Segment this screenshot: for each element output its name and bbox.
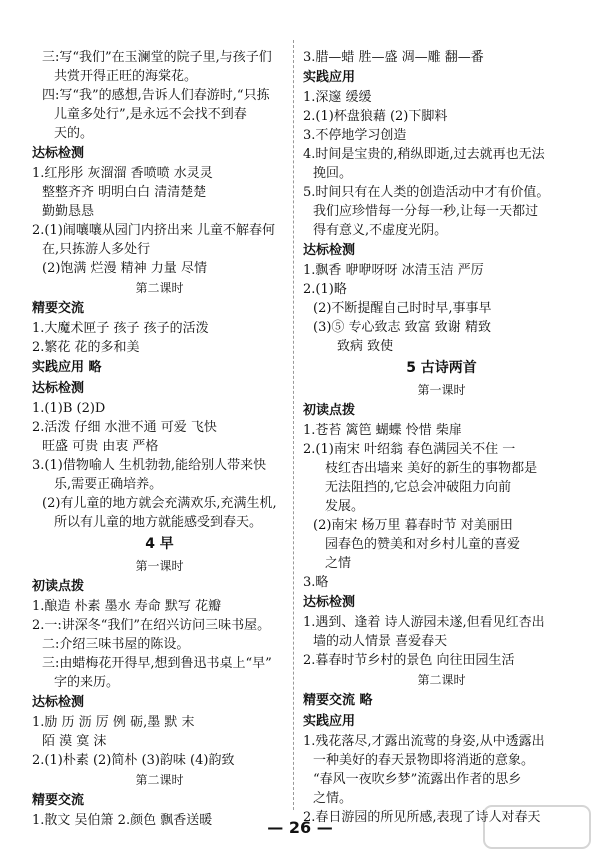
section-heading: 实践应用 (303, 714, 356, 729)
lesson-subheading: 第一课时 (417, 383, 466, 397)
answer-line: 3.不停地学习创造 (303, 128, 407, 143)
answer-line: 陌 漠 寞 沫 (42, 734, 107, 749)
answer-line: 我们应珍惜每一分每一秒,让每一天都过 (313, 204, 539, 219)
answer-line: 墙的动人情景 喜爱春天 (313, 634, 448, 649)
answer-line: 一种美好的春天景物即将消逝的意象。 (313, 753, 535, 768)
answer-line: 1.苍苔 篱笆 蝴蝶 怜惜 柴扉 (303, 423, 462, 438)
section-heading: 实践应用 略 (32, 360, 102, 375)
answer-line: 1.红彤彤 灰溜溜 香喷喷 水灵灵 (32, 166, 213, 181)
page-number: — 26 — (267, 818, 333, 837)
answer-line: 儿童多处行”,是永远不会找不到春 (54, 107, 247, 122)
answer-line: 3.腊—蜡 胜—盛 凋—雕 翻—番 (303, 50, 484, 65)
answer-line: 乐,需要正确培养。 (54, 477, 163, 492)
answer-line: 1.(1)B (2)D (32, 401, 106, 416)
answer-line: 在,只拣游人多处行 (42, 242, 151, 257)
answer-line: 2.(1)杯盘狼藉 (2)下脚料 (303, 109, 448, 124)
answer-line: 三:由蜡梅花开得早,想到鲁迅书桌上“早” (42, 656, 272, 671)
answer-line: 4.时间是宝贵的,稍纵即逝,过去就再也无法 (303, 147, 545, 162)
section-heading: 精要交流 (32, 301, 85, 316)
watermark-logo (482, 804, 592, 850)
answer-line: 2.暮春时节乡村的景色 向往田园生活 (303, 653, 515, 668)
answer-line: 发展。 (325, 499, 365, 514)
answer-line: 挽回。 (313, 166, 353, 181)
lesson-subheading: 第二课时 (135, 281, 184, 295)
lesson-subheading: 第二课时 (417, 673, 466, 687)
chapter-title: 5 古诗两首 (406, 360, 477, 376)
section-heading: 达标检测 (32, 695, 85, 710)
column-divider (293, 40, 295, 810)
answer-line: 得有意义,不虚度光阴。 (313, 223, 448, 238)
answer-line: 所以有儿童的地方就能感受到春天。 (54, 515, 263, 530)
answer-line: 2.(1)略 (303, 282, 347, 297)
answer-line: 2.一:讲深冬“我们”在绍兴访问三味书屋。 (32, 618, 271, 633)
right-column (303, 48, 580, 827)
answer-line: 之情 (325, 556, 352, 571)
answer-line: 2.春日游园的所见所感,表现了诗人对春天 (303, 810, 541, 825)
section-heading: 初读点拨 (303, 403, 356, 418)
answer-line: 天的。 (54, 126, 94, 141)
chapter-title: 4 早 (145, 536, 174, 552)
answer-line: 共赏开得正旺的海棠花。 (54, 69, 198, 84)
lesson-subheading: 第二课时 (135, 773, 184, 787)
answer-line: (3)⑤ 专心致志 致富 致谢 精致 (313, 320, 491, 335)
answer-line: “春风一夜吹乡梦”流露出作者的思乡 (313, 772, 522, 787)
section-heading: 达标检测 (303, 243, 356, 258)
answer-line: (2)饱满 烂漫 精神 力量 尽情 (42, 261, 207, 276)
section-heading: 初读点拨 (32, 579, 85, 594)
answer-line: 无法阻挡的,它总会冲破阻力向前 (325, 480, 512, 495)
answer-line: 1.励 历 沥 厉 例 砺,墨 默 末 (32, 715, 195, 730)
answer-line: 三:写“我们”在玉澜堂的院子里,与孩子们 (42, 50, 272, 65)
answer-line: 2.活泼 仔细 水泄不通 可爱 飞快 (32, 420, 217, 435)
answer-line: 2.(1)南宋 叶绍翁 春色满园关不住 一 (303, 442, 516, 457)
section-heading: 实践应用 (303, 70, 356, 85)
answer-line: 之情。 (313, 791, 353, 806)
lesson-subheading: 第一课时 (135, 559, 184, 573)
answer-line: 1.遇到、逢着 诗人游园未遂,但看见红杏出 (303, 615, 545, 630)
answer-line: 园春色的赞美和对乡村儿童的喜爱 (325, 537, 521, 552)
section-heading: 精要交流 (32, 793, 85, 808)
answer-line: (2)南宋 杨万里 暮春时节 对美丽田 (313, 518, 513, 533)
answer-line: 1.大魔术匣子 孩子 孩子的活泼 (32, 321, 209, 336)
answer-line: 二:介绍三味书屋的陈设。 (42, 637, 190, 652)
section-heading: 达标检测 (32, 381, 85, 396)
answer-line: 1.深邃 缓缓 (303, 90, 372, 105)
answer-line: 勤勤恳恳 (42, 204, 95, 219)
answer-line: 2.繁花 花的多和美 (32, 340, 140, 355)
answer-line: 3.略 (303, 575, 329, 590)
answer-line: 3.(1)借物喻人 生机勃勃,能给别人带来快 (32, 458, 267, 473)
answer-line: 5.时间只有在人类的创造活动中才有价值。 (303, 185, 550, 200)
answer-line: 字的来历。 (54, 675, 120, 690)
answer-line: 1.残花落尽,才露出流莺的身姿,从中透露出 (303, 734, 545, 749)
answer-line: (2)有儿童的地方就会充满欢乐,充满生机, (42, 496, 277, 511)
answer-line: 致病 致使 (337, 339, 394, 354)
answer-line: 2.(1)闹嚷嚷从园门内挤出来 儿童不解春何 (32, 223, 275, 238)
section-heading: 达标检测 (303, 595, 356, 610)
answer-line: 1.飘香 咿咿呀呀 冰清玉洁 严厉 (303, 263, 484, 278)
answer-line: 四:写“我”的感想,告诉人们春游时,“只拣 (42, 88, 270, 103)
answer-line: 2.(1)朴素 (2)简朴 (3)韵味 (4)韵致 (32, 753, 235, 768)
answer-line: 旺盛 可贵 由衷 严格 (42, 439, 159, 454)
answer-line: (2)不断提醒自己时时早,事事早 (313, 301, 492, 316)
answer-line: 1.散文 吴伯箫 2.颜色 飘香送暖 (32, 813, 213, 828)
section-heading: 精要交流 略 (303, 693, 373, 708)
answer-line: 整整齐齐 明明白白 清清楚楚 (42, 185, 207, 200)
answer-line: 1.酿造 朴素 墨水 寿命 默写 花瓣 (32, 599, 222, 614)
answer-line: 枝红杏出墙来 美好的新生的事物都是 (325, 461, 538, 476)
section-heading: 达标检测 (32, 146, 85, 161)
left-column (32, 48, 287, 830)
